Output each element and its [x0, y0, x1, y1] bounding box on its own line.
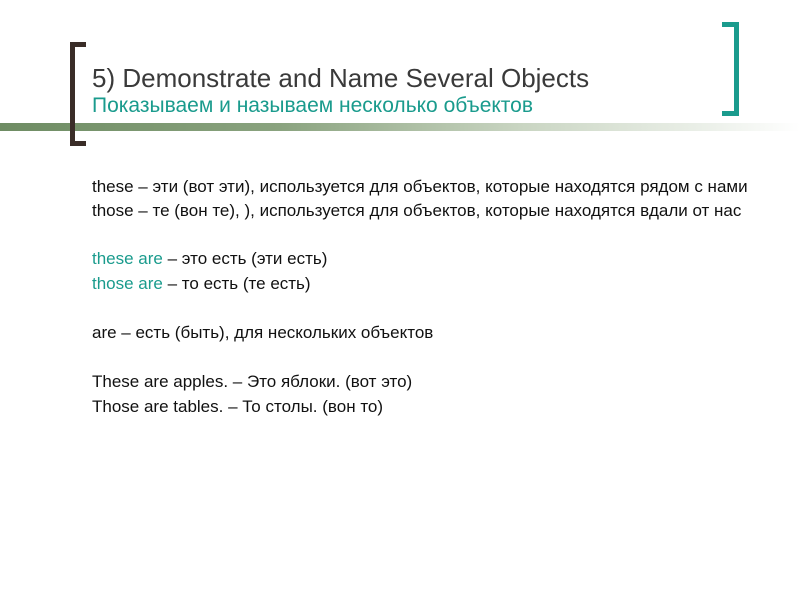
- slide-title: 5) Demonstrate and Name Several Objects: [92, 63, 590, 93]
- phrase-these-are: [92, 248, 752, 270]
- definition-those: those – те (вон те), ), используется для объектов, которые находятся вдали от нас: [92, 201, 742, 220]
- are-note: are – есть (быть), для нескольких объектов: [92, 323, 434, 342]
- left-bracket-decoration: [70, 42, 86, 146]
- right-bracket-decoration: [722, 22, 739, 116]
- phrase-translation: – то есть (те есть): [162, 274, 311, 293]
- spacer: [92, 347, 752, 371]
- header-rule: [0, 123, 800, 131]
- title-block: [92, 62, 712, 119]
- phrase-term: those are: [92, 274, 163, 293]
- example-those: Those are tables. – То столы. (вон то): [92, 397, 384, 416]
- slide-content: [92, 176, 752, 421]
- spacer: [92, 224, 752, 248]
- slide-subtitle: Показываем и называем несколько объектов: [92, 94, 534, 117]
- phrase-translation: – это есть (эти есть): [162, 249, 328, 268]
- spacer: [92, 298, 752, 322]
- phrase-those-are: [92, 273, 752, 295]
- example-these: These are apples. – Это яблоки. (вот это): [92, 372, 413, 391]
- phrase-term: these are: [92, 249, 163, 268]
- definition-these: these – эти (вот эти), используется для объектов, которые находятся рядом с нами: [92, 177, 748, 196]
